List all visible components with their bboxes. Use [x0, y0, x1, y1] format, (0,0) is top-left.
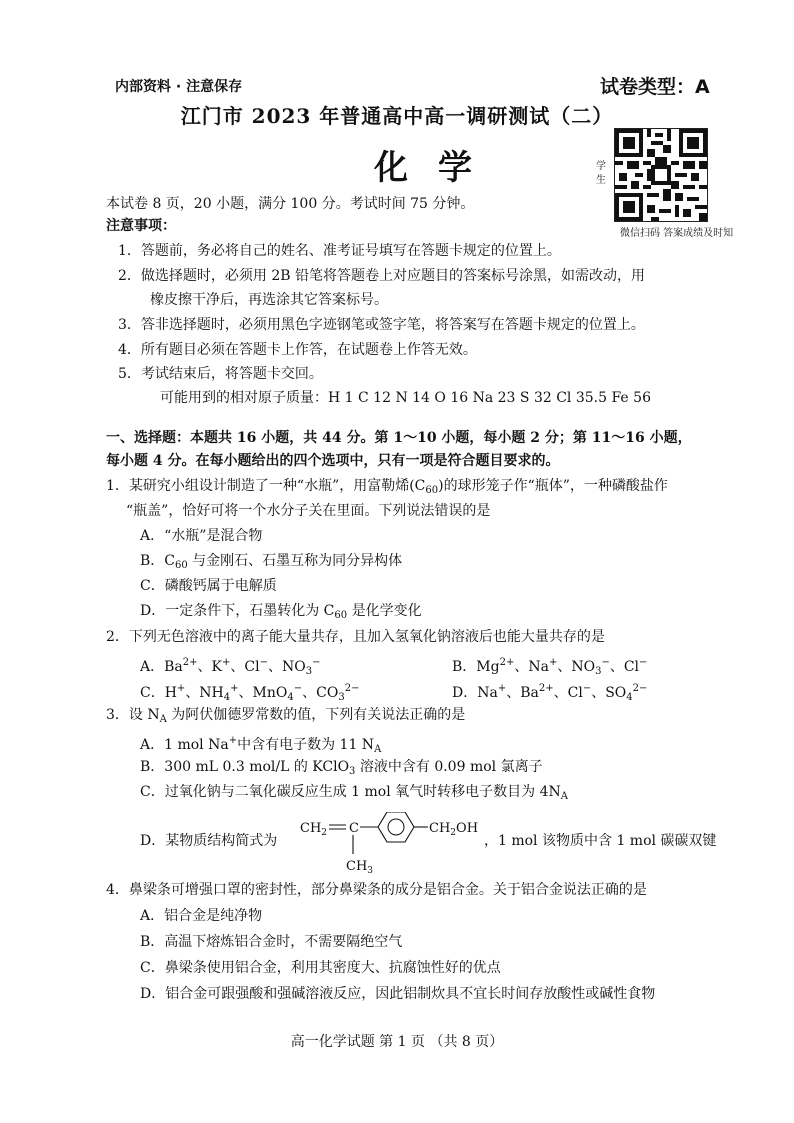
note-2: 2．做选择题时，必须用 2B 铅笔将答题卷上对应题目的答案标号涂黑，如需改动，用	[118, 268, 646, 284]
q4-option-a: A．铝合金是纯净物	[140, 908, 263, 924]
q3-option-b: B．300 mL 0.3 mol/L 的 KClO$_3$ 溶液中含有 0.09 mol 氯离子	[140, 759, 543, 777]
struct-ch2-left: $CH_2$	[300, 821, 328, 838]
q4-option-c: C．鼻梁条使用铝合金，利用其密度大、抗腐蚀性好的优点	[140, 960, 501, 976]
exam-summary: 本试卷 8 页，20 小题，满分 100 分。考试时间 75 分钟。	[106, 196, 475, 212]
note-3: 3．答非选择题时，必须用黑色字迹钢笔或签字笔，将答案写在答题卡规定的位置上。	[118, 317, 645, 333]
q3-option-c: C．过氧化钠与二氧化碳反应生成 1 mol 氧气时转移电子数目为 $4N_A$	[140, 784, 568, 802]
q1-option-c: C．磷酸钙属于电解质	[140, 578, 277, 594]
exam-title: 江门市 2023 年普通高中高一调研测试（二）	[180, 104, 614, 128]
paper-type: 试卷类型：A	[600, 76, 710, 98]
q4-option-d: D．铝合金可跟强酸和强碱溶液反应，因此铝制炊具不宜长时间存放酸性或碱性食物	[140, 986, 656, 1002]
internal-notice: 内部资料 · 注意保存	[115, 79, 243, 95]
q1-stem-line2: “瓶盖”，恰好可将一个水分子关在里面。下列说法错误的是	[126, 503, 491, 519]
q2-option-c: C．H+、$NH_4^+$、MnO$_4$−、$CO_3^{2-}$	[140, 683, 360, 703]
notes-heading: 注意事项：	[106, 218, 176, 234]
q3-option-a: A．1 mol Na+中含有电子数为 11 $N_A$	[140, 735, 382, 755]
q2-stem: 2．下列无色溶液中的离子能大量共存，且加入氢氧化钠溶液后也能大量共存的是	[106, 629, 605, 645]
note-1: 1．答题前，务必将自己的姓名、准考证号填写在答题卡规定的位置上。	[118, 243, 561, 259]
q3-stem: 3．设 $N_A$ 为阿伏伽德罗常数的值，下列有关说法正确的是	[106, 707, 466, 725]
q1-option-a: A．“水瓶”是混合物	[140, 528, 263, 544]
qr-caption: 微信扫码 答案成绩及时知	[620, 228, 734, 239]
q4-stem: 4．鼻梁条可增强口罩的密封性，部分鼻梁条的成分是铝合金。关于铝合金说法正确的是	[106, 882, 647, 898]
q1-option-d: D．一定条件下，石墨转化为 $C_{60}$ 是化学变化	[140, 603, 422, 621]
struct-ch3: $CH_3$	[346, 859, 374, 876]
benzene-ring	[378, 812, 414, 842]
note-5: 5．考试结束后，将答题卡交回。	[118, 366, 323, 382]
note-4: 4．所有题目必须在答题卡上作答，在试题卷上作答无效。	[118, 342, 477, 358]
note-2-cont: 橡皮擦干净后，再选涂其它答案标号。	[150, 292, 388, 308]
q1-option-b: B．$C_{60}$ 与金刚石、石墨互称为同分异构体	[140, 553, 403, 571]
struct-ch2oh: $CH_2OH$	[429, 821, 479, 838]
atomic-masses: 可能用到的相对原子质量：H 1 C 12 N 14 O 16 Na 23 S 32 Cl 35.5 Fe 56	[160, 390, 651, 406]
q4-option-b: B．高温下熔炼铝合金时，不需要隔绝空气	[140, 934, 403, 950]
q2-option-a: A．$Ba^{2+}$、K+、Cl−、$NO_3^-$	[140, 657, 321, 677]
q2-option-b: B．$Mg^{2+}$、Na+、$NO_3^-$、Cl−	[452, 657, 648, 677]
subject-title: 化学	[374, 148, 502, 188]
qr-code-icon	[614, 128, 708, 222]
q3-structural-formula	[298, 812, 488, 878]
q1-stem-line1: 1．某研究小组设计制造了一种“水瓶”，用富勒烯$(C_{60})$的球形笼子作“瓶体”，一种磷酸盐作	[106, 478, 668, 496]
benzene-aromatic-circle	[388, 819, 404, 835]
page-footer: 高一化学试题 第 1 页 （共 8 页）	[290, 1034, 504, 1050]
q2-option-d: D．Na+、$Ba^{2+}$、Cl−、$SO_4^{2-}$	[452, 683, 648, 703]
q3-option-d-text: ，1 mol 该物质中含 1 mol 碳碳双键	[484, 833, 717, 849]
qr-label: 学生	[596, 161, 606, 186]
q3-option-d-label: D．某物质结构简式为	[140, 833, 278, 849]
section-heading-line1: 一、选择题：本题共 16 小题，共 44 分。第 1～10 小题，每小题 2 分；第 11～16 小题，	[106, 430, 692, 446]
section-heading-line2: 每小题 4 分。在每小题给出的四个选项中，只有一项是符合题目要求的。	[106, 453, 560, 469]
struct-c: C	[349, 821, 359, 836]
